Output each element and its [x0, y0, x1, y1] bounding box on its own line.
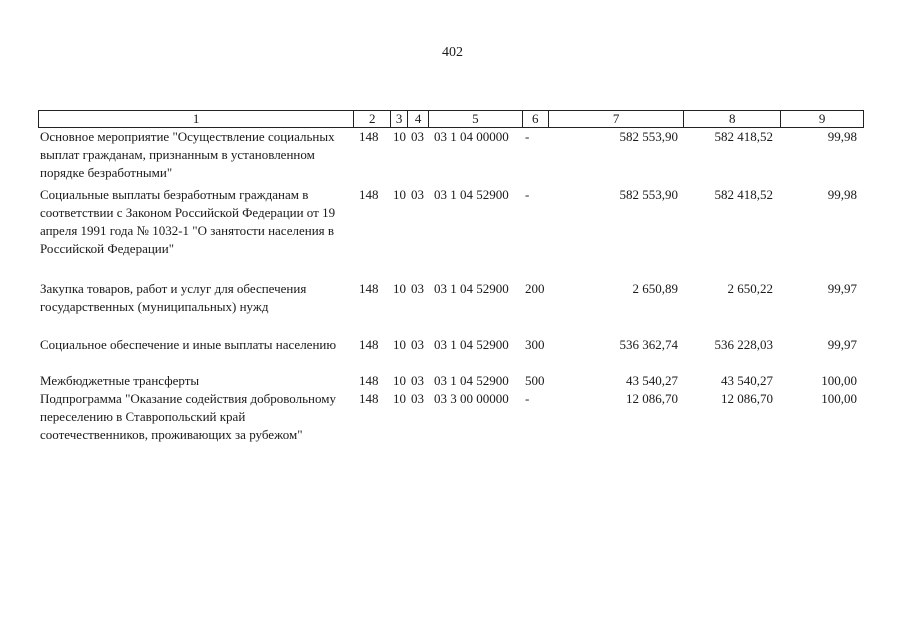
row-code-subsection: 03	[411, 281, 424, 296]
row-code-target: 03 1 04 52900	[434, 373, 509, 388]
header-col-9: 9	[780, 111, 863, 127]
row-code-target: 03 1 04 00000	[434, 129, 509, 144]
row-value-8: 536 228,03	[714, 337, 773, 352]
row-code-section: 10	[393, 373, 406, 388]
header-col-2: 2	[353, 111, 390, 127]
header-col-8: 8	[683, 111, 780, 127]
row-code-section: 10	[393, 391, 406, 406]
row-value-7: 536 362,74	[619, 337, 678, 352]
row-value-7: 582 553,90	[619, 187, 678, 202]
row-code-section: 10	[393, 281, 406, 296]
header-col-7: 7	[548, 111, 684, 127]
row-value-8: 582 418,52	[714, 129, 773, 144]
table-row	[38, 336, 864, 354]
row-value-9: 99,98	[827, 187, 857, 202]
row-code-ministry: 148	[359, 337, 379, 352]
row-code-expense-type: 200	[525, 281, 545, 296]
row-code-section: 10	[393, 187, 406, 202]
table-row	[38, 390, 864, 444]
row-code-expense-type: 500	[525, 373, 545, 388]
row-value-8: 43 540,27	[721, 373, 773, 388]
row-value-9: 100,00	[821, 373, 857, 388]
row-code-expense-type: -	[525, 391, 530, 406]
row-name: Социальное обеспечение и иные выплаты населению	[40, 337, 337, 352]
row-code-expense-type: 300	[525, 337, 545, 352]
row-code-target: 03 1 04 52900	[434, 337, 509, 352]
row-value-9: 100,00	[821, 391, 857, 406]
row-name: Социальные выплаты безработным гражданам в соответствии с Законом Российской Федерации от 19 апреля 1991 года № 1032-1 "О занятости населения в Российской Федерации"	[40, 187, 336, 256]
row-name: Основное мероприятие "Осуществление социальных выплат гражданам, признанным в установленном порядке безработными"	[40, 129, 335, 180]
row-name: Межбюджетные трансферты	[40, 373, 200, 388]
row-code-subsection: 03	[411, 391, 424, 406]
header-col-4: 4	[407, 111, 428, 127]
budget-table	[38, 110, 864, 442]
row-value-7: 582 553,90	[619, 129, 678, 144]
row-value-8: 582 418,52	[714, 187, 773, 202]
row-code-target: 03 3 00 00000	[434, 391, 509, 406]
row-value-9: 99,97	[827, 281, 857, 296]
row-value-9: 99,98	[827, 129, 857, 144]
row-value-9: 99,97	[827, 337, 857, 352]
row-code-subsection: 03	[411, 187, 424, 202]
row-value-7: 43 540,27	[626, 373, 678, 388]
row-code-ministry: 148	[359, 187, 379, 202]
page-number: 402	[442, 45, 463, 60]
row-value-8: 2 650,22	[727, 281, 773, 296]
table-row	[38, 128, 864, 182]
row-code-subsection: 03	[411, 373, 424, 388]
row-code-subsection: 03	[411, 129, 424, 144]
row-code-target: 03 1 04 52900	[434, 281, 509, 296]
row-name: Закупка товаров, работ и услуг для обеспечения государственных (муниципальных) нужд	[40, 281, 307, 314]
row-code-ministry: 148	[359, 373, 379, 388]
row-name: Подпрограмма "Оказание содействия добровольному переселению в Ставропольский край соотечественников, проживающих за рубежом"	[40, 391, 336, 442]
row-value-8: 12 086,70	[721, 391, 773, 406]
row-code-ministry: 148	[359, 391, 379, 406]
row-code-expense-type: -	[525, 129, 530, 144]
table-row	[38, 280, 864, 316]
header-col-1: 1	[192, 111, 200, 126]
row-code-section: 10	[393, 129, 406, 144]
row-value-7: 2 650,89	[632, 281, 678, 296]
row-code-section: 10	[393, 337, 406, 352]
header-col-6: 6	[522, 111, 548, 127]
row-code-ministry: 148	[359, 281, 379, 296]
row-code-ministry: 148	[359, 129, 379, 144]
table-header-row	[38, 110, 864, 128]
row-value-7: 12 086,70	[626, 391, 678, 406]
table-row	[38, 372, 864, 390]
table-row	[38, 186, 864, 258]
row-code-subsection: 03	[411, 337, 424, 352]
row-code-target: 03 1 04 52900	[434, 187, 509, 202]
header-col-3: 3	[390, 111, 407, 127]
header-col-5: 5	[428, 111, 522, 127]
row-code-expense-type: -	[525, 187, 530, 202]
